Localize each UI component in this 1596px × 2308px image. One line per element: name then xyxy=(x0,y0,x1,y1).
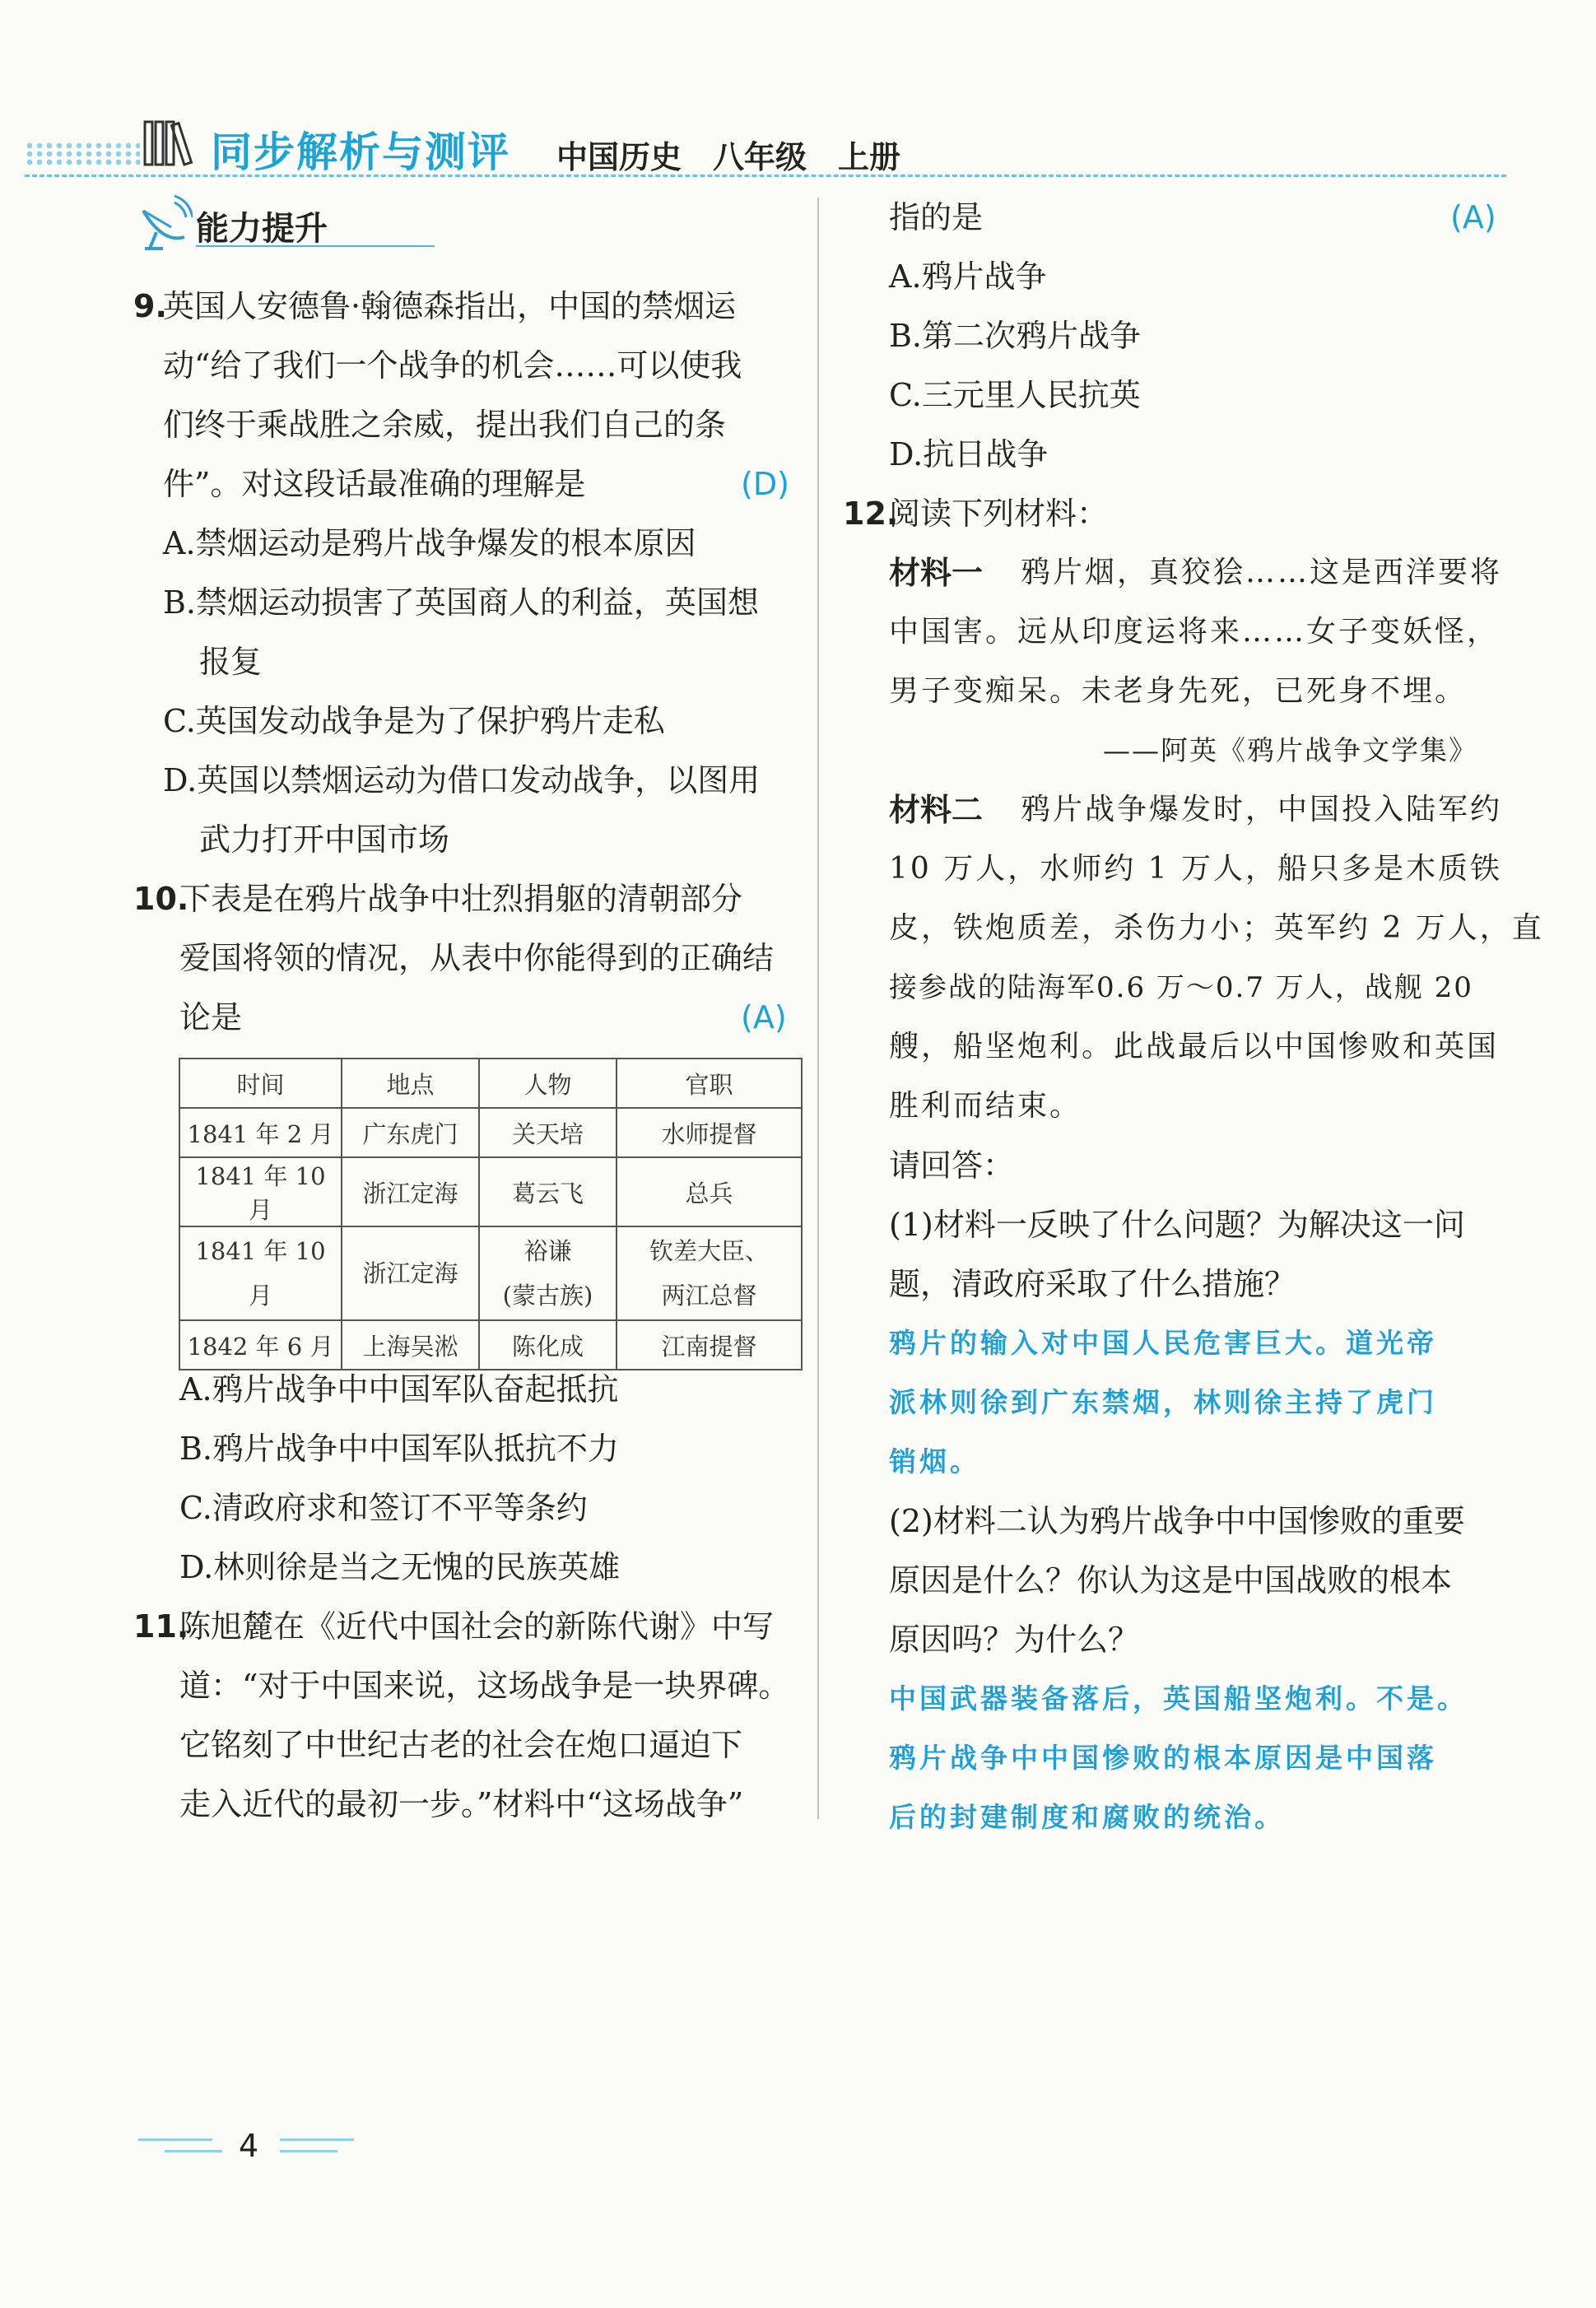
material-one-line: 男子变痴呆。未老身先死，已死身不埋。 xyxy=(889,674,1468,708)
section-underline xyxy=(196,245,435,247)
q10-option-c: C.清政府求和签订不平等条约 xyxy=(179,1490,588,1526)
q10-option-a: A.鸦片战争中中国军队奋起抵抗 xyxy=(179,1371,619,1408)
table-cell: 广东虎门 xyxy=(342,1108,479,1157)
table-cell: 浙江定海 xyxy=(342,1157,479,1226)
generals-table xyxy=(179,1058,803,1370)
subject-title: 中国历史 八年级 上册 xyxy=(556,139,901,175)
table-cell: 水师提督 xyxy=(617,1108,802,1157)
table-header-row xyxy=(179,1059,802,1108)
material-two-line: 胜利而结束。 xyxy=(889,1089,1082,1123)
q9-answer: (D) xyxy=(741,466,789,502)
q12-part2-line: 原因是什么？你认为这是中国战败的根本 xyxy=(889,1562,1453,1598)
q9-stem-line: 们终于乘战胜之余威，提出我们自己的条 xyxy=(163,407,727,443)
q11-stem-line: 陈旭麓在《近代中国社会的新陈代谢》中写 xyxy=(179,1608,775,1645)
q10-stem-line: 下表是在鸦片战争中壮烈捐躯的清朝部分 xyxy=(179,881,743,917)
q12-part2-line: (2)材料二认为鸦片战争中中国惨败的重要 xyxy=(889,1503,1465,1539)
table-cell: 1841 年 2 月 xyxy=(179,1108,342,1157)
section-title: 能力提升 xyxy=(196,210,328,248)
table-row xyxy=(179,1157,802,1226)
table-row xyxy=(179,1226,802,1320)
material-one-source: ——阿英《鸦片战争文学集》 xyxy=(1103,734,1477,766)
table-cell xyxy=(617,1226,802,1320)
footer-line-left xyxy=(165,2150,222,2152)
q11-stem-line: 走入近代的最初一步。”材料中“这场战争” xyxy=(179,1786,744,1822)
material-two-line: 鸦片战争爆发时，中国投入陆军约 xyxy=(1021,793,1503,826)
q10-stem-line: 论是 xyxy=(179,999,243,1035)
books-icon xyxy=(142,115,196,170)
q9-option-b-cont: 报复 xyxy=(199,644,263,680)
q9-option-d-cont: 武力打开中国市场 xyxy=(199,821,450,858)
q11-option-d: D.抗日战争 xyxy=(889,436,1049,472)
header-dashed-rule xyxy=(25,174,1506,177)
table-cell-line: 裕谦 xyxy=(523,1237,572,1265)
table-header-cell: 地点 xyxy=(342,1059,479,1108)
q10-option-b: B.鸦片战争中中国军队抵抗不力 xyxy=(179,1431,620,1467)
series-title: 同步解析与测评 xyxy=(211,128,510,176)
q9-option-a: A.禁烟运动是鸦片战争爆发的根本原因 xyxy=(163,525,696,561)
material-two-label: 材料二 xyxy=(889,792,984,828)
q12-part1-line: (1)材料一反映了什么问题？为解决这一问 xyxy=(889,1207,1465,1243)
q9-stem-line: 动“给了我们一个战争的机会……可以使我 xyxy=(163,347,742,384)
material-two-line: 艘，船坚炮利。此战最后以中国惨败和英国 xyxy=(889,1030,1500,1063)
q10-stem-line: 爱国将领的情况，从表中你能得到的正确结 xyxy=(179,940,775,976)
footer-line-right xyxy=(280,2138,354,2141)
table-cell: 1842 年 6 月 xyxy=(179,1320,342,1370)
material-one-line: 鸦片烟，真狡狯……这是西洋要将 xyxy=(1021,556,1503,589)
page-number: 4 xyxy=(239,2128,259,2164)
q11-option-b: B.第二次鸦片战争 xyxy=(889,318,1142,354)
table-cell: 陈化成 xyxy=(479,1320,617,1370)
table-cell: 总兵 xyxy=(617,1157,802,1226)
q12-ask: 请回答： xyxy=(889,1147,1015,1184)
table-cell: 1841 年 10 月 xyxy=(179,1226,342,1320)
table-cell: 江南提督 xyxy=(617,1320,802,1370)
material-two-line: 接参战的陆海军0.6 万～0.7 万人，战舰 20 xyxy=(889,971,1473,1004)
q12-part2-line: 原因吗？为什么？ xyxy=(889,1622,1140,1658)
table-header-cell: 官职 xyxy=(617,1059,802,1108)
material-one-label: 材料一 xyxy=(889,555,984,591)
satellite-dish-icon xyxy=(138,194,193,252)
table-header-cell: 时间 xyxy=(179,1059,342,1108)
q9-stem-line: 英国人安德鲁·翰德森指出，中国的禁烟运 xyxy=(163,288,737,324)
q12-answer2-line: 后的封建制度和腐败的统治。 xyxy=(889,1801,1285,1833)
q11-stem-line: 指的是 xyxy=(889,199,984,235)
table-cell xyxy=(479,1226,617,1320)
table-header-cell: 人物 xyxy=(479,1059,617,1108)
material-two-line: 皮，铁炮质差，杀伤力小；英军约 2 万人，直 xyxy=(889,911,1544,945)
material-one-line: 中国害。远从印度运将来……女子变妖怪， xyxy=(889,615,1500,649)
q12-part1-line: 题，清政府采取了什么措施？ xyxy=(889,1266,1296,1302)
table-cell: 浙江定海 xyxy=(342,1226,479,1320)
q12-answer2-line: 鸦片战争中中国惨败的根本原因是中国落 xyxy=(889,1742,1437,1774)
q10-answer: (A) xyxy=(741,999,787,1035)
table-cell-line: 两江总督 xyxy=(661,1282,757,1310)
table-cell: 葛云飞 xyxy=(479,1157,617,1226)
table-cell: 上海吴淞 xyxy=(342,1320,479,1370)
q9-number: 9. xyxy=(133,288,167,324)
header-dots-decoration xyxy=(25,142,140,166)
q12-number: 12. xyxy=(843,496,899,532)
q12-answer1-line: 派林则徐到广东禁烟，林则徐主持了虎门 xyxy=(889,1386,1437,1418)
q12-answer2-line: 中国武器装备落后，英国船坚炮利。不是。 xyxy=(889,1682,1468,1715)
q11-number: 11. xyxy=(133,1608,189,1645)
q9-option-d: D.英国以禁烟运动为借口发动战争，以图用 xyxy=(163,762,761,798)
q9-option-b: B.禁烟运动损害了英国商人的利益，英国想 xyxy=(163,584,760,621)
table-cell-line: (蒙古族) xyxy=(502,1282,593,1310)
table-row xyxy=(179,1108,802,1157)
column-divider xyxy=(817,198,819,1819)
q11-option-a: A.鸦片战争 xyxy=(889,258,1047,295)
footer-line-left xyxy=(138,2138,212,2141)
table-cell-line: 钦差大臣、 xyxy=(649,1237,769,1265)
q9-stem-line: 件”。对这段话最准确的理解是 xyxy=(163,466,586,502)
q9-option-c: C.英国发动战争是为了保护鸦片走私 xyxy=(163,703,665,739)
q12-intro: 阅读下列材料： xyxy=(889,496,1109,532)
q11-stem-line: 道：“对于中国来说，这场战争是一块界碑。 xyxy=(179,1668,790,1704)
table-cell: 1841 年 10 月 xyxy=(179,1157,342,1226)
q12-answer1-line: 鸦片的输入对中国人民危害巨大。道光帝 xyxy=(889,1327,1437,1359)
q12-answer1-line: 销烟。 xyxy=(889,1445,980,1477)
table-cell: 关天培 xyxy=(479,1108,617,1157)
q10-option-d: D.林则徐是当之无愧的民族英雄 xyxy=(179,1549,621,1585)
material-two-line: 10 万人，水师约 1 万人，船只多是木质铁 xyxy=(889,852,1503,886)
q11-answer: (A) xyxy=(1450,199,1496,235)
q10-number: 10. xyxy=(133,881,189,917)
q11-option-c: C.三元里人民抗英 xyxy=(889,377,1141,413)
q11-stem-line: 它铭刻了中世纪古老的社会在炮口逼迫下 xyxy=(179,1727,743,1763)
footer-line-right xyxy=(280,2150,337,2152)
